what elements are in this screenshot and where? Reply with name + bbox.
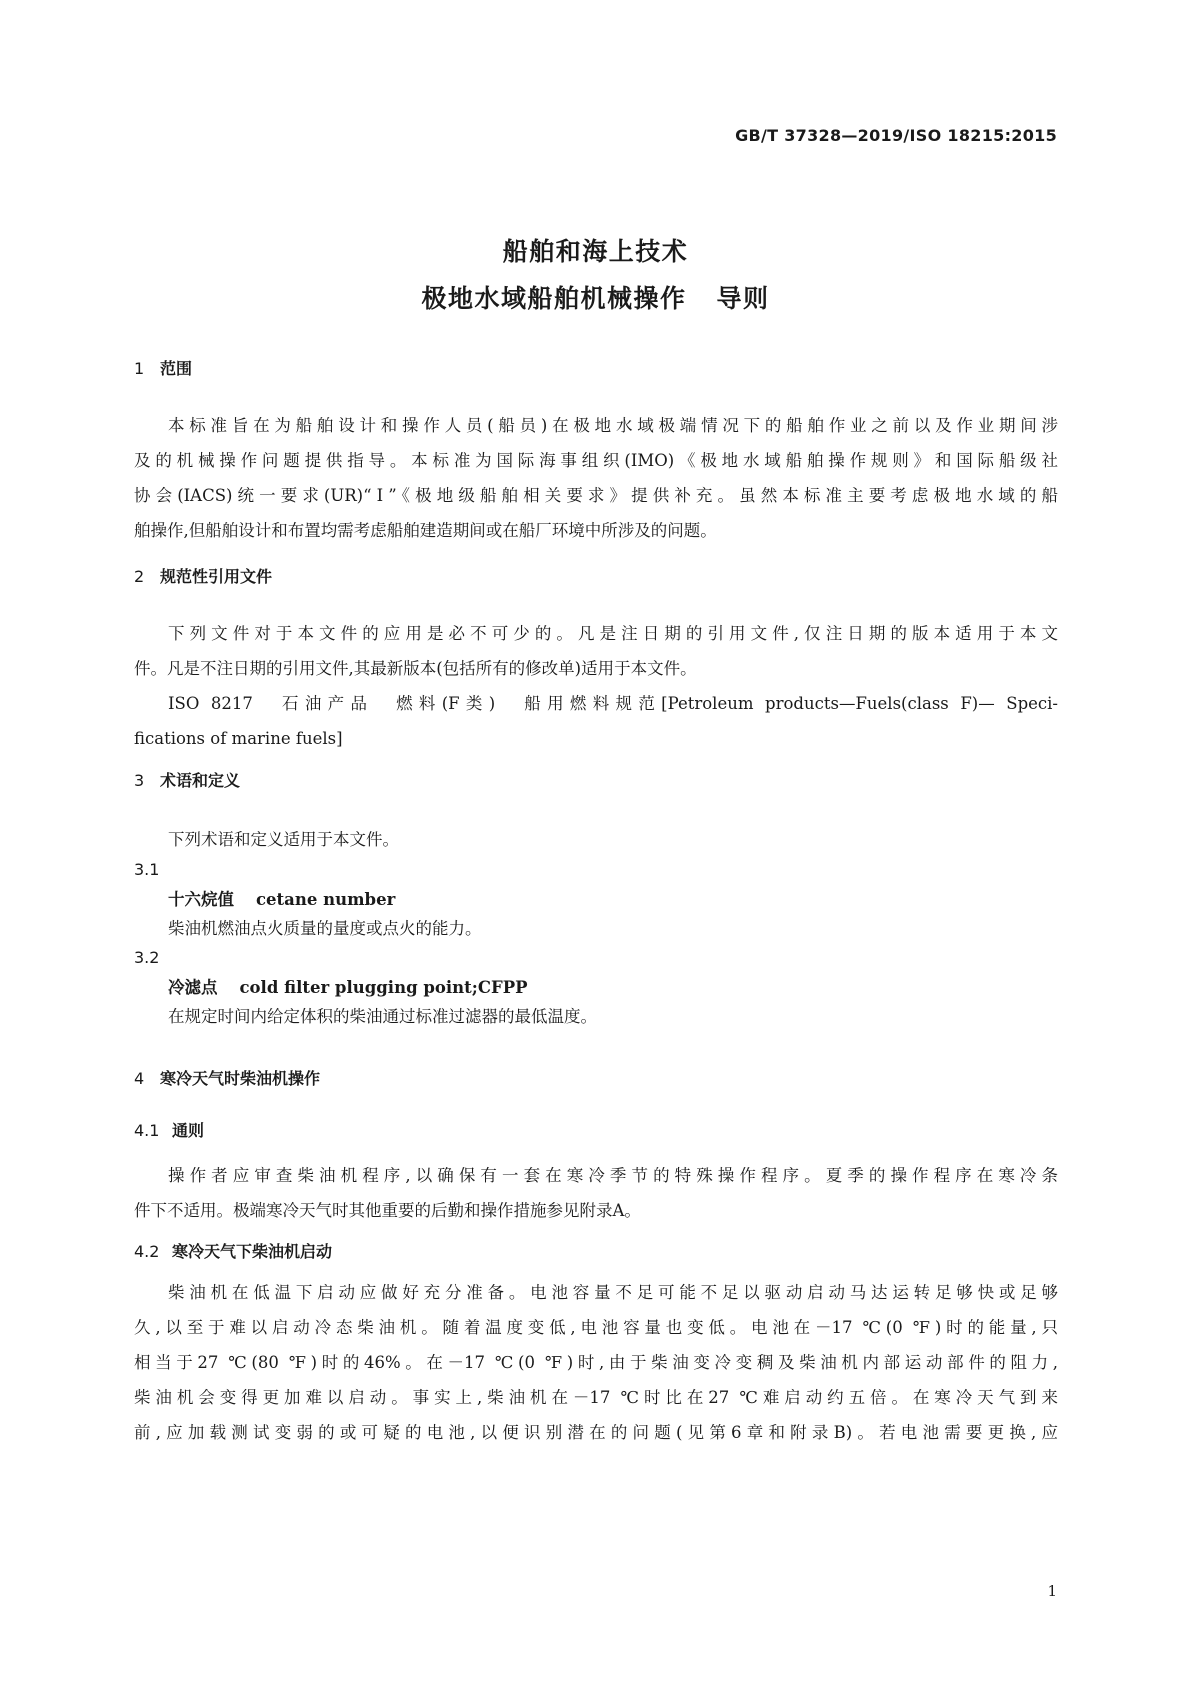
section-2-paragraph — [134, 616, 1058, 756]
section-title: 规范性引用文件 — [160, 567, 273, 586]
term-en: cetane number — [256, 890, 396, 909]
paragraph-line: 本标准旨在为船舶设计和操作人员(船员)在极地水域极端情况下的船舶作业之前以及作业期间涉 — [168, 416, 1058, 435]
term-en: cold filter plugging point;CFPP — [239, 978, 528, 997]
paragraph-line: 舶操作,但船舶设计和布置均需考虑船舶建造期间或在船厂环境中所涉及的问题。 — [134, 521, 717, 540]
term-entry — [168, 974, 528, 998]
subsection-number: 4.1 — [134, 1121, 160, 1140]
term-number: 3.1 — [134, 860, 160, 879]
paragraph-line: 下列文件对于本文件的应用是必不可少的。凡是注日期的引用文件,仅注日期的版本适用于本文 — [168, 624, 1058, 643]
paragraph-line: 件。凡是不注日期的引用文件,其最新版本(包括所有的修改单)适用于本文件。 — [134, 659, 697, 678]
section-2-heading — [134, 564, 272, 587]
paragraph-line: 协会(IACS)统一要求(UR)“Ⅰ”《极地级船舶相关要求》提供补充。虽然本标准主要考虑极地水域的船 — [134, 486, 1058, 505]
title-sub: 导则 — [716, 284, 770, 313]
section-number: 4 — [134, 1069, 145, 1088]
section-1-heading — [134, 356, 192, 379]
subsection-4-1-paragraph — [134, 1158, 1058, 1228]
term-zh: 冷滤点 — [168, 978, 218, 997]
title-main: 极地水域船舶机械操作 — [421, 284, 687, 313]
subsection-4-2-paragraph — [134, 1275, 1058, 1450]
section-title: 范围 — [160, 359, 193, 378]
page-number: 1 — [1047, 1582, 1057, 1600]
standard-code: GB/T 37328—2019/ISO 18215:2015 — [735, 126, 1057, 145]
term-zh: 十六烷值 — [168, 890, 234, 909]
section-number: 2 — [134, 567, 145, 586]
document-title-line-1: 船舶和海上技术 — [502, 237, 689, 266]
term-definition: 柴油机燃油点火质量的量度或点火的能力。 — [168, 919, 482, 938]
reference-line: fications of marine fuels] — [134, 729, 343, 748]
section-3-heading — [134, 768, 240, 791]
paragraph-line: 相当于27 ℃(80 ℉)时的46%。在－17 ℃(0 ℉)时,由于柴油变冷变稠及柴油机内部运动部件的阻力, — [134, 1353, 1058, 1372]
term-number: 3.2 — [134, 948, 160, 967]
section-title: 寒冷天气时柴油机操作 — [160, 1069, 321, 1088]
paragraph-line: 件下不适用。极端寒冷天气时其他重要的后勤和操作措施参见附录A。 — [134, 1201, 641, 1220]
paragraph-line: 柴油机会变得更加难以启动。事实上,柴油机在－17 ℃时比在27 ℃难启动约五倍。在寒冷天气到来 — [134, 1388, 1058, 1407]
section-4-heading — [134, 1066, 320, 1089]
subsection-title: 通则 — [172, 1121, 205, 1140]
paragraph-line: 柴油机在低温下启动应做好充分准备。电池容量不足可能不足以驱动启动马达运转足够快或足够 — [168, 1283, 1058, 1302]
section-title: 术语和定义 — [160, 771, 241, 790]
paragraph-line: 前,应加载测试变弱的或可疑的电池,以便识别潜在的问题(见第6章和附录B)。若电池需要更换,应 — [134, 1423, 1058, 1442]
section-number: 3 — [134, 771, 145, 790]
section-3-intro: 下列术语和定义适用于本文件。 — [168, 830, 399, 849]
term-definition: 在规定时间内给定体积的柴油通过标准过滤器的最低温度。 — [168, 1007, 597, 1026]
paragraph-line: 操作者应审查柴油机程序,以确保有一套在寒冷季节的特殊操作程序。夏季的操作程序在寒冷条 — [168, 1166, 1058, 1185]
paragraph-line: 及的机械操作问题提供指导。本标准为国际海事组织(IMO)《极地水域船舶操作规则》和国际船级社 — [134, 451, 1058, 470]
subsection-number: 4.2 — [134, 1242, 160, 1261]
subsection-title: 寒冷天气下柴油机启动 — [172, 1242, 333, 1261]
subsection-4-2-heading — [134, 1239, 332, 1262]
document-title-line-2 — [0, 279, 1191, 315]
paragraph-line: 久,以至于难以启动冷态柴油机。随着温度变低,电池容量也变低。电池在－17 ℃(0 ℉)时的能量,只 — [134, 1318, 1058, 1337]
subsection-4-1-heading — [134, 1118, 204, 1141]
section-number: 1 — [134, 359, 145, 378]
section-1-paragraph — [134, 408, 1058, 548]
term-entry — [168, 886, 395, 910]
reference-line: ISO 8217 石油产品 燃料(F类) 船用燃料规范[Petroleum products—Fuels(class F)— Speci- — [168, 694, 1058, 713]
